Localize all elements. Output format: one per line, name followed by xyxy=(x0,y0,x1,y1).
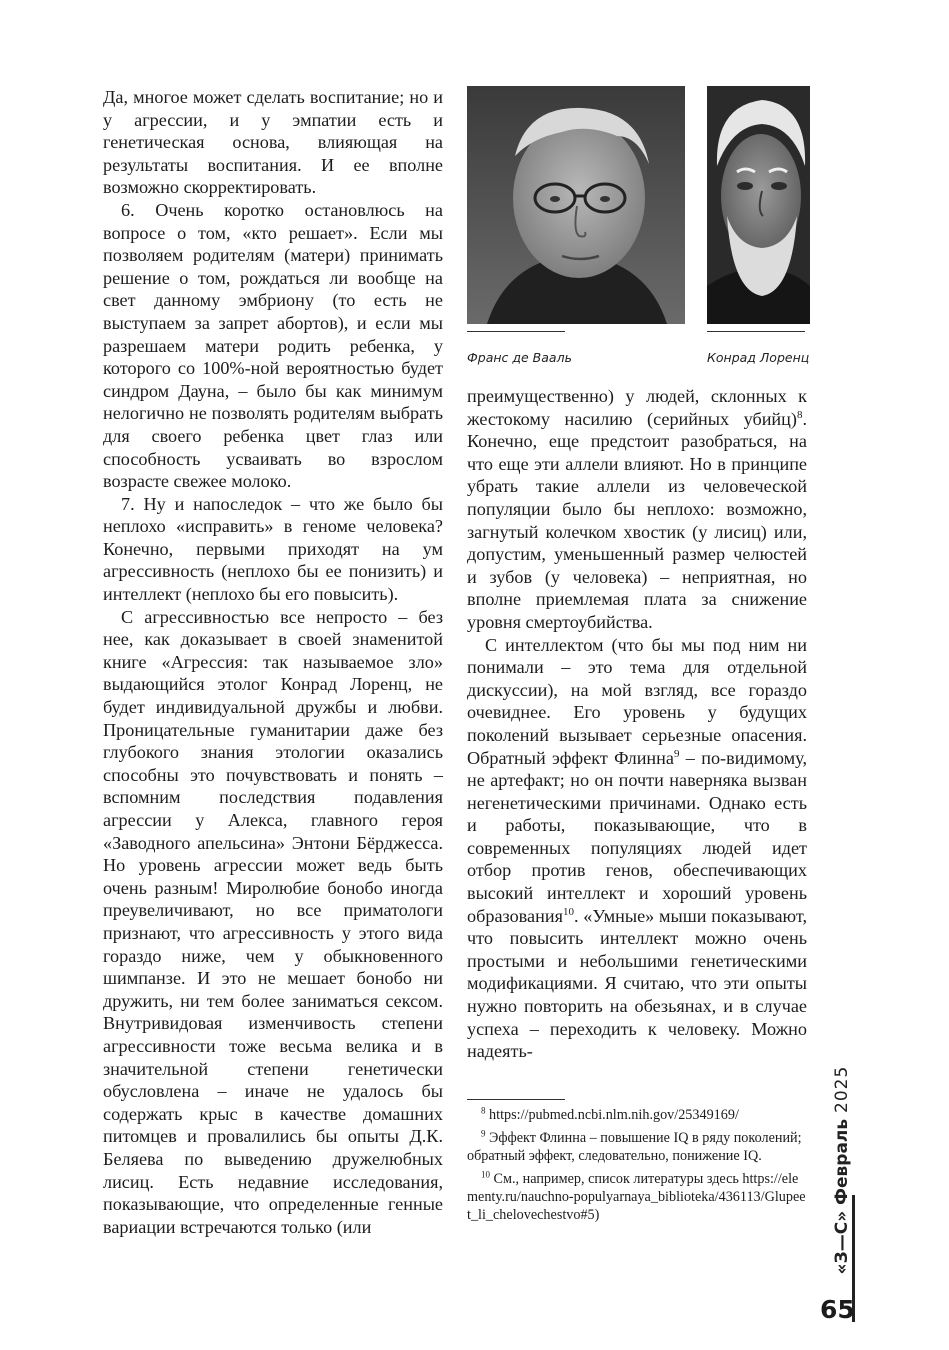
footnote-ref-8[interactable]: 8 xyxy=(796,408,803,421)
photo-caption-konrad-lorenz: Конрад Лоренц xyxy=(707,350,810,365)
footnote-text-with-link[interactable]: См., например, список литературы здесь https://elementy.ru/nauchno-populyarnaya_biblioteka/436113/Glupeet_li_chelovechestvo#5) xyxy=(467,1171,806,1223)
footnote-8 xyxy=(467,1106,807,1124)
magazine-issue-label xyxy=(832,1066,852,1275)
left-text-column xyxy=(103,86,443,1238)
paragraph xyxy=(467,385,807,634)
paragraph: С агрессивностью все непросто – без нее, как доказывает в своей знаменитой книге «Агрессия: так называемое зло» выдающийся этолог Конрад Лоренц, не будет индивидуальной дружбы и любви. Проницательные гуманитарии даже без глубокого знания этологии оказались способны это почувствовать и понять – вспомним последствия подавления агрессии у Алекса, главного героя «Заводного апельсина» Энтони Бёрджесса. Но уровень агрессии может ведь быть очень разным! Миролюбие бонобо иногда преувеличивают, но все приматологи признают, что агрессивность у этого вида гораздо ниже, чем у обыкновенного шимпанзе. И это не мешает бонобо ни дружить, ни тем более заниматься сексом. Внутривидовая изменчивость степени агрессивности тоже весьма велика и в значительной степени генетически обусловлена – иначе не удалось бы содержать крыс в качестве домашних питомцев и провалились бы опыты Д.К. Беляева по выведению дружелюбных лисиц. Есть недавние исследования, показывающие, что определенные генные вариации встречаются только (или xyxy=(103,606,443,1237)
footnote-number: 10 xyxy=(481,1169,490,1180)
footnote-text: Эффект Флинна – повышение IQ в ряду поколений; обратный эффект, следовательно, понижение IQ. xyxy=(467,1130,802,1164)
paragraph-text: преимущественно) у людей, склонных к жестокому насилию (серийных убийц) xyxy=(467,386,807,429)
paragraph xyxy=(467,634,807,1063)
magazine-name: «З—С» xyxy=(832,1210,852,1275)
paragraph: 7. Ну и напоследок – что же было бы неплохо «исправить» в геноме человека? Конечно, первыми приходят на ум агрессивность (неплохо бы ее понизить) и интеллект (неплохо бы его повысить). xyxy=(103,493,443,605)
paragraph-text: . «Умные» мыши показывают, что повысить интеллект можно очень простыми и небольшими генетическими модификациями. Я считаю, что эти опыты нужно повторить на обезьянах, и в случае успеха – переходить к человеку. Можно надеять- xyxy=(467,905,807,1062)
photo-konrad-lorenz xyxy=(707,86,810,324)
right-text-column xyxy=(467,385,807,1063)
footnote-rule xyxy=(467,1099,565,1100)
footnote-ref-10[interactable]: 10 xyxy=(562,905,574,918)
footnotes xyxy=(467,1106,807,1229)
paragraph-text: . Конечно, еще предстоит разобраться, на что еще эти аллели влияют. Но в принципе убрать такие аллели из человеческой популяции было бы неплохо: возможно, загнутый колечком хвостик (у лисиц) или, допустим, уменьшенный размер челюстей и зубов (у человека) – неприятная, но вполне приемлемая плата за снижение уровня смертоубийства. xyxy=(467,408,807,632)
paragraph-text: С интеллектом (что бы мы под ним ни понимали – это тема для отдельной дискуссии), на мой взгляд, все гораздо очевиднее. Его уровень у будущих поколений вызывает серьезные опасения. Обратный эффект Флинна xyxy=(467,634,807,768)
footnote-number: 9 xyxy=(481,1128,486,1139)
paragraph: 6. Очень коротко остановлюсь на вопросе о том, «кто решает». Если мы позволяем родителям (матери) принимать решение о том, рождаться ли вообще на свет данному эмбриону (то есть не выступаем за запрет абортов), и если мы разрешаем матери родить ребенка, у которого со 100%-ной вероятностью будет синдром Дауна, – было бы как минимум нелогично не позволять родителям выбрать для своего ребенка цвет глаз или способность усваивать во взрослом возрасте свежее молоко. xyxy=(103,199,443,492)
footnote-10 xyxy=(467,1170,807,1224)
footnote-ref-9[interactable]: 9 xyxy=(673,747,680,760)
page-number: 65 xyxy=(820,1295,855,1324)
footnote-9 xyxy=(467,1129,807,1165)
photo-caption-frans-de-waal: Франс де Вааль xyxy=(467,350,572,365)
footnote-number: 8 xyxy=(481,1105,486,1116)
caption-rule-left xyxy=(467,331,565,332)
paragraph-text: – по-видимому, не артефакт; но он почти наверняка вызван негенетическими причинами. Однако есть и работы, показывающие, что в современных популяциях людей идет отбор против генов, обеспечивающих высокий интеллект и хороший уровень образования xyxy=(467,747,807,926)
paragraph: Да, многое может сделать воспитание; но и у агрессии, и у эмпатии есть и генетическая основа, влияющая на результаты воспитания. И ее вполне возможно скорректировать. xyxy=(103,87,443,198)
photo-frans-de-waal xyxy=(467,86,685,324)
footnote-link[interactable]: https://pubmed.ncbi.nlm.nih.gov/25349169/ xyxy=(485,1107,739,1123)
issue-month: Февраль xyxy=(832,1112,852,1211)
issue-year: 2025 xyxy=(832,1065,852,1113)
caption-rule-right xyxy=(707,331,805,332)
